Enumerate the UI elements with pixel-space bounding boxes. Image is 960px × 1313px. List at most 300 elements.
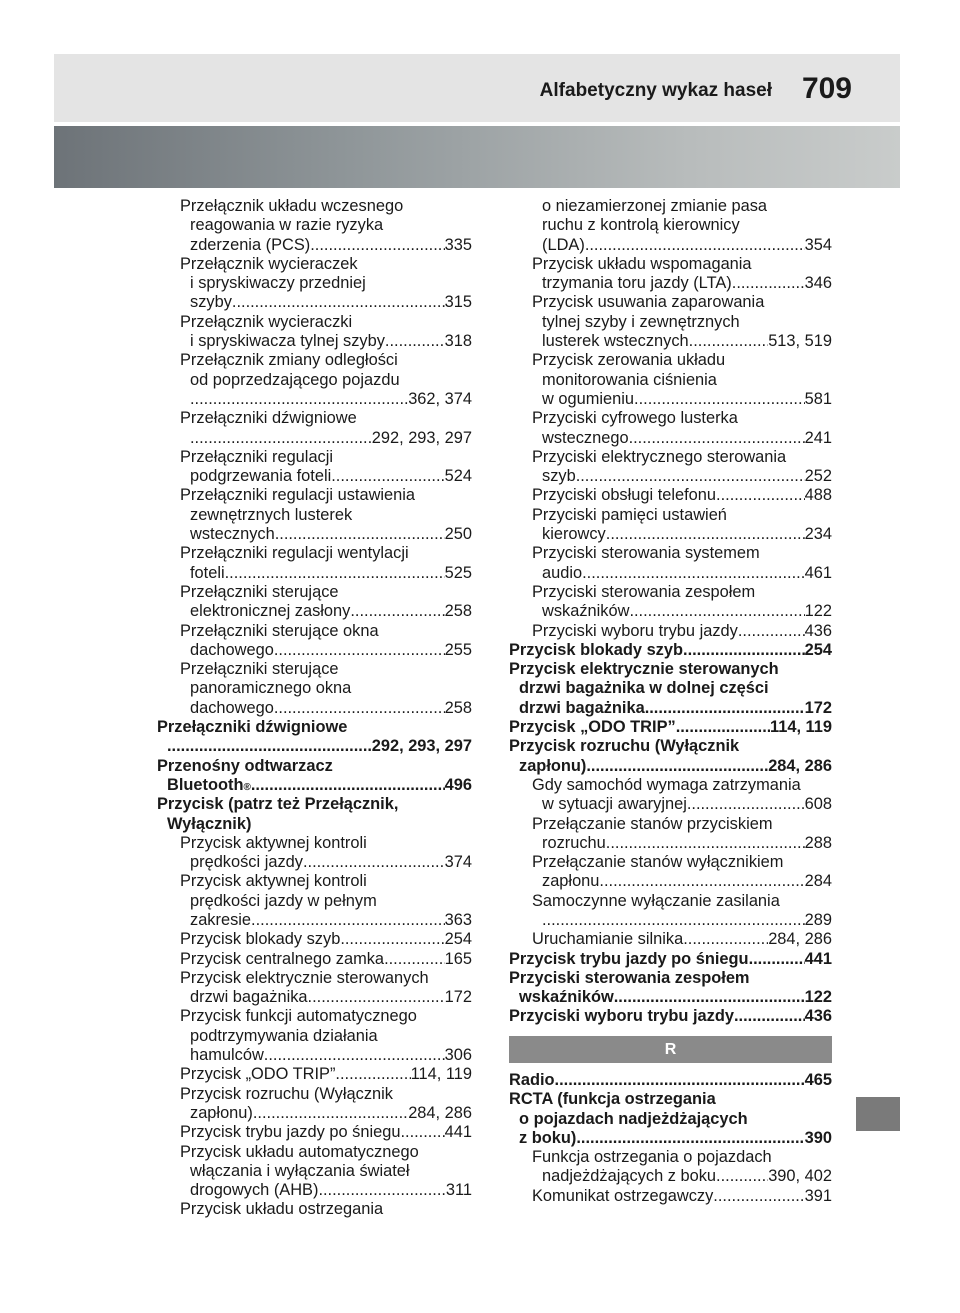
index-entry-line xyxy=(180,988,472,1007)
index-entry-term: zapłonu) xyxy=(519,756,587,775)
dot-leader xyxy=(716,1167,768,1186)
index-entry-term: Przycisk „ODO TRIP” xyxy=(180,1065,336,1084)
index-entry xyxy=(157,1065,472,1084)
index-entry-line xyxy=(180,1123,472,1142)
index-entry xyxy=(509,197,832,255)
index-entry-text: o niezamierzonej zmianie pasa xyxy=(542,197,768,215)
index-entry-text: Przełączniki dźwigniowe xyxy=(180,409,357,428)
dot-leader xyxy=(634,390,805,409)
index-entry-line xyxy=(180,641,472,660)
dot-leader xyxy=(167,737,372,756)
index-entry-text: Przyciski cyfrowego lusterka xyxy=(532,409,738,428)
index-entry-line xyxy=(180,1046,472,1065)
index-entry-text: włączania i wyłączania świateł xyxy=(190,1161,410,1180)
dot-leader xyxy=(606,834,805,853)
index-entry-text: Gdy samochód wymaga zatrzymania xyxy=(532,775,801,794)
dot-leader xyxy=(275,525,445,544)
dot-leader xyxy=(400,1123,444,1142)
index-entry-line xyxy=(509,641,832,660)
dot-leader xyxy=(190,429,372,448)
index-entry-term: Przycisk blokady szyb xyxy=(509,640,684,659)
index-entry-line xyxy=(509,1007,832,1026)
index-entry-term: foteli xyxy=(190,563,225,582)
index-entry xyxy=(157,255,472,313)
index-entry-term: Przycisk centralnego zamka xyxy=(180,949,385,968)
dot-leader xyxy=(713,1187,804,1206)
index-entry xyxy=(509,351,832,409)
page-header xyxy=(54,54,900,122)
dot-leader xyxy=(253,1104,408,1123)
index-entry-term: zakresie xyxy=(190,910,252,929)
index-entry-term: zapłonu xyxy=(542,872,600,891)
index-entry-term: wskaźników xyxy=(542,602,630,621)
dot-leader xyxy=(264,1046,445,1065)
index-entry-line xyxy=(180,293,472,312)
page-reference: 318 xyxy=(444,332,472,351)
index-entry xyxy=(509,1187,832,1206)
index-entry xyxy=(509,930,832,949)
index-entry-line xyxy=(532,834,832,853)
page-reference: 292, 293, 297 xyxy=(371,428,472,447)
index-entry-term: dachowego xyxy=(190,640,274,659)
index-entry-term: trzymania toru jazdy (LTA) xyxy=(542,274,732,293)
index-entry-text: Przycisk rozruchu (Wyłącznik xyxy=(180,1084,393,1103)
page-reference: 441 xyxy=(444,1123,472,1142)
index-entry-line xyxy=(532,236,832,255)
index-entry xyxy=(509,293,832,351)
index-entry-line xyxy=(532,429,832,448)
index-entry-term: dachowego xyxy=(190,698,274,717)
page-reference: 306 xyxy=(444,1046,472,1065)
page-reference: 436 xyxy=(804,1007,832,1026)
index-entry xyxy=(509,718,832,737)
index-entry xyxy=(157,351,472,409)
page-reference: 114, 119 xyxy=(770,718,832,737)
index-entry xyxy=(157,409,472,448)
index-entry-line xyxy=(180,390,472,409)
index-entry-text: Przełączniki sterujące xyxy=(180,582,339,601)
index-entry-text: reagowania w razie ryzyka xyxy=(190,216,384,235)
dot-leader xyxy=(676,718,770,737)
dot-leader xyxy=(384,950,445,969)
dot-leader xyxy=(687,795,805,814)
dot-leader xyxy=(303,853,445,872)
index-entry xyxy=(157,718,472,757)
index-entry-text: Przyciski sterowania zespołem xyxy=(509,968,750,987)
index-entry-text: Przełącznik wycieraczki xyxy=(180,312,353,331)
index-entry-line xyxy=(509,1071,832,1090)
index-entry-line xyxy=(509,699,832,718)
index-entry-line xyxy=(532,872,832,891)
page-reference: 436 xyxy=(804,621,832,640)
dot-leader xyxy=(335,1065,410,1084)
index-entry xyxy=(509,544,832,583)
index-entry-text: Funkcja ostrzegania o pojazdach xyxy=(532,1148,772,1167)
page-reference: 335 xyxy=(444,235,472,254)
page-reference: 284, 286 xyxy=(408,1103,472,1122)
page-reference: 165 xyxy=(444,949,472,968)
dot-leader xyxy=(716,486,805,505)
index-entry-term: Przycisk blokady szyb xyxy=(180,930,341,949)
dot-leader xyxy=(629,602,804,621)
page-reference: 461 xyxy=(804,563,832,582)
index-entry xyxy=(157,486,472,544)
index-entry-line xyxy=(180,429,472,448)
index-entry xyxy=(157,1123,472,1142)
index-entry-text: Przycisk zerowania układu xyxy=(532,351,726,370)
index-entry xyxy=(509,950,832,969)
index-entry-line xyxy=(532,795,832,814)
index-entry-term: kierowcy xyxy=(542,525,606,544)
index-entry-line xyxy=(509,718,832,737)
index-entry-text: Przełączniki sterujące xyxy=(180,660,339,679)
index-entry-line xyxy=(509,1129,832,1148)
index-entry-text: Przycisk układu automatycznego xyxy=(180,1142,419,1161)
page-reference: 284 xyxy=(804,872,832,891)
index-entry-text: o pojazdach nadjeżdżających xyxy=(519,1109,748,1128)
index-entry-term: drogowych (AHB) xyxy=(190,1181,319,1200)
index-entry-line xyxy=(180,467,472,486)
index-entry-term: szyb xyxy=(542,467,576,486)
dot-leader xyxy=(738,622,805,641)
page-reference: 254 xyxy=(444,930,472,949)
index-entry xyxy=(509,506,832,545)
index-entry-text: Przełącznik zmiany odległości xyxy=(180,351,398,370)
index-entry-term: w ogumieniu xyxy=(542,389,635,408)
index-entry-text: Przycisk układu ostrzegania xyxy=(180,1200,384,1219)
page-number: 709 xyxy=(801,72,852,105)
index-entry-line xyxy=(180,1181,472,1200)
index-entry-term: audio xyxy=(542,563,583,582)
dot-leader xyxy=(225,564,445,583)
dot-leader xyxy=(318,1181,445,1200)
index-entry-text: Przełączniki dźwigniowe xyxy=(157,718,348,737)
index-entry-text: Przycisk elektrycznie sterowanych xyxy=(180,968,429,987)
index-entry xyxy=(509,448,832,487)
index-entry-text: zewnętrznych lusterek xyxy=(190,505,353,524)
page-reference: 374 xyxy=(444,853,472,872)
index-entry-line xyxy=(532,274,832,293)
index-entry xyxy=(509,776,832,815)
index-entry-text: Przełączniki regulacji wentylacji xyxy=(180,544,409,563)
page-reference: 250 xyxy=(444,525,472,544)
index-entry xyxy=(157,950,472,969)
index-entry-line xyxy=(532,390,832,409)
dot-leader xyxy=(251,911,445,930)
index-entry xyxy=(509,641,832,660)
index-entry-text: Przycisk rozruchu (Wyłącznik xyxy=(509,737,740,756)
page-reference: 172 xyxy=(444,988,472,1007)
index-entry-text: Samoczynne wyłączanie zasilania xyxy=(532,891,780,910)
page-reference: 363 xyxy=(444,910,472,929)
index-entry xyxy=(509,1007,832,1026)
page-reference: 255 xyxy=(444,640,472,659)
index-entry-term: Uruchamianie silnika xyxy=(532,930,684,949)
index-entry xyxy=(157,1143,472,1201)
index-entry-text: Przyciski sterowania zespołem xyxy=(532,582,756,601)
index-entry-term: (LDA) xyxy=(542,235,585,254)
index-entry-text: panoramicznego okna xyxy=(190,679,352,698)
index-entry-term: elektronicznej zasłony xyxy=(190,602,351,621)
dot-leader xyxy=(645,699,805,718)
index-entry-text: Przełączniki regulacji ustawienia xyxy=(180,486,416,505)
index-entry-term: drzwi bagażnika xyxy=(519,698,645,717)
index-entry-line xyxy=(532,486,832,505)
index-entry-term: wskaźników xyxy=(519,988,614,1007)
index-entry-line xyxy=(532,911,832,930)
index-entry-line xyxy=(180,911,472,930)
dot-leader xyxy=(251,776,445,795)
index-entry-text: podtrzymywania działania xyxy=(190,1026,378,1045)
page-reference: 122 xyxy=(804,602,832,621)
index-entry-text: Przełączniki regulacji xyxy=(180,447,334,466)
index-entry-term: hamulców xyxy=(190,1046,264,1065)
dot-leader xyxy=(689,332,769,351)
index-entry xyxy=(509,486,832,505)
index-entry-text: Przyciski pamięci ustawień xyxy=(532,505,727,524)
index-entry-term: Przyciski wyboru trybu jazdy xyxy=(532,621,738,640)
index-entry xyxy=(509,622,832,641)
index-entry-line xyxy=(180,853,472,872)
dot-leader xyxy=(576,1129,804,1148)
index-entry-text: monitorowania ciśnienia xyxy=(542,370,717,389)
index-entry-term: rozruchu xyxy=(542,833,606,852)
index-entry-term: Komunikat ostrzegawczy xyxy=(532,1186,714,1205)
dot-leader xyxy=(683,930,768,949)
index-entry-line xyxy=(157,737,472,756)
index-entry-text: Przełączanie stanów wyłącznikiem xyxy=(532,853,784,872)
dot-leader xyxy=(582,564,805,583)
page-reference: 525 xyxy=(444,563,472,582)
page-reference: 315 xyxy=(444,293,472,312)
index-entry-line xyxy=(180,699,472,718)
index-entry-text: Przycisk (patrz też Przełącznik, xyxy=(157,795,399,814)
page-reference: 391 xyxy=(804,1186,832,1205)
page-reference: 390, 402 xyxy=(768,1167,832,1186)
index-entry-term: Przyciski wyboru trybu jazdy xyxy=(509,1007,734,1026)
page-reference: 513, 519 xyxy=(768,332,832,351)
index-entry xyxy=(509,853,832,892)
index-entry-term: Radio xyxy=(509,1071,555,1089)
index-entry-text: i spryskiwaczy przedniej xyxy=(190,274,366,293)
index-entry-term: z boku) xyxy=(519,1128,577,1147)
dot-leader xyxy=(232,293,445,312)
index-entry-text: Wyłącznik) xyxy=(167,814,252,833)
index-entry xyxy=(509,737,832,776)
index-entry-line xyxy=(532,564,832,583)
index-entry xyxy=(157,1200,472,1219)
page-reference: 254 xyxy=(804,640,832,659)
page-reference: 465 xyxy=(804,1071,832,1089)
index-entry-line xyxy=(532,930,832,949)
index-column-left xyxy=(157,197,472,1220)
index-entry-term: podgrzewania foteli xyxy=(190,467,332,486)
dot-leader xyxy=(576,467,805,486)
index-entry-term: i spryskiwacza tylnej szyby xyxy=(190,332,385,351)
index-entry-text: Przycisk aktywnej kontroli xyxy=(180,872,367,891)
page-reference: 258 xyxy=(444,602,472,621)
dot-leader xyxy=(599,872,804,891)
dot-leader xyxy=(308,988,445,1007)
index-entry xyxy=(157,757,472,796)
index-entry xyxy=(157,313,472,352)
index-entry-text: Przełączanie stanów przyciskiem xyxy=(532,814,773,833)
dot-leader xyxy=(629,429,805,448)
dot-leader xyxy=(586,757,768,776)
index-entry-text: Przyciski sterowania systemem xyxy=(532,544,760,563)
dot-leader xyxy=(310,236,444,255)
page-reference: 441 xyxy=(804,949,832,968)
page-reference: 289 xyxy=(804,910,832,929)
index-entry-term: zapłonu) xyxy=(190,1103,253,1122)
index-entry-text: Przyciski elektrycznego sterowania xyxy=(532,447,787,466)
index-entry xyxy=(509,815,832,854)
index-entry-term: Przycisk „ODO TRIP” xyxy=(509,718,676,737)
index-entry-text: Przełącznik wycieraczek xyxy=(180,254,358,273)
index-entry-line xyxy=(180,564,472,583)
index-entry xyxy=(509,969,832,1008)
dot-leader xyxy=(350,602,444,621)
page-reference: 284, 286 xyxy=(768,930,832,949)
index-entry-term: lusterek wstecznych xyxy=(542,332,689,351)
page-reference: 284, 286 xyxy=(768,756,832,775)
index-entry xyxy=(157,197,472,255)
index-entry-line: Bluetooth ® ..... 496 xyxy=(157,776,472,795)
index-entry xyxy=(509,409,832,448)
index-entry xyxy=(509,1071,832,1090)
index-entry-text: Przycisk elektrycznie sterowanych xyxy=(509,660,779,679)
index-entry-term: w sytuacji awaryjnej xyxy=(542,795,687,814)
index-entry-text: Przenośny odtwarzacz xyxy=(157,756,333,775)
index-column-right xyxy=(509,197,832,1027)
index-entry-term: drzwi bagażnika xyxy=(190,988,308,1007)
dot-leader xyxy=(749,950,805,969)
index-entry xyxy=(509,1090,832,1148)
index-entry-line xyxy=(180,1104,472,1123)
index-entry-line xyxy=(180,602,472,621)
page-reference: 524 xyxy=(444,467,472,486)
index-entry-text: ruchu z kontrolą kierownicy xyxy=(542,216,740,235)
index-entry xyxy=(157,1085,472,1124)
index-entry-text: RCTA (funkcja ostrzegania xyxy=(509,1090,716,1109)
page-reference: 288 xyxy=(804,833,832,852)
index-entry-text: Przycisk funkcji automatycznego xyxy=(180,1007,417,1026)
index-entry-term: szyby xyxy=(190,293,232,312)
dot-leader xyxy=(555,1071,805,1090)
page-reference: 581 xyxy=(804,389,832,408)
page-reference: 234 xyxy=(804,525,832,544)
dot-leader xyxy=(542,911,805,930)
index-entry xyxy=(157,969,472,1008)
index-entry-line xyxy=(532,525,832,544)
dot-leader xyxy=(385,332,445,351)
page-reference: 608 xyxy=(804,795,832,814)
index-entry-text: od poprzedzającego pojazdu xyxy=(190,370,400,389)
dot-leader xyxy=(732,274,805,293)
index-entry-term: Przyciski obsługi telefonu xyxy=(532,486,717,505)
index-entry-line xyxy=(532,602,832,621)
page-reference: 252 xyxy=(804,467,832,486)
index-entry-term: Przycisk trybu jazdy po śniegu xyxy=(509,949,749,968)
index-entry xyxy=(157,834,472,873)
page-reference: 354 xyxy=(804,235,832,254)
index-entry-term: prędkości jazdy xyxy=(190,853,303,872)
index-entry xyxy=(157,1007,472,1065)
page-reference: 488 xyxy=(804,486,832,505)
page-reference: 258 xyxy=(444,698,472,717)
index-entry-text: Przełączniki sterujące okna xyxy=(180,621,379,640)
page-reference: 311 xyxy=(445,1181,472,1200)
page-reference: 362, 374 xyxy=(408,389,472,408)
dot-leader xyxy=(614,988,805,1007)
index-entry-term: Bluetooth xyxy=(167,775,244,794)
index-entry-term: Przycisk trybu jazdy po śniegu xyxy=(180,1123,401,1142)
index-entry-line xyxy=(509,988,832,1007)
index-entry xyxy=(157,448,472,487)
dot-leader xyxy=(331,467,444,486)
chapter-thumb-tab xyxy=(856,1097,900,1131)
index-entry xyxy=(509,255,832,294)
page-reference: 292, 293, 297 xyxy=(371,737,472,756)
index-entry-line xyxy=(180,525,472,544)
index-entry-line xyxy=(532,467,832,486)
page-reference: 496 xyxy=(444,775,472,794)
index-entry-term: nadjeżdżających z boku xyxy=(542,1167,717,1186)
index-entry xyxy=(157,930,472,949)
section-letter-bar: R xyxy=(509,1036,832,1063)
index-entry-line xyxy=(180,950,472,969)
dot-leader xyxy=(734,1007,805,1026)
index-entry-text: tylnej szyby i zewnętrznych xyxy=(542,312,740,331)
index-entry-line xyxy=(532,1167,832,1186)
index-entry xyxy=(157,622,472,661)
index-entry-line xyxy=(532,1187,832,1206)
index-entry-term: zderzenia (PCS) xyxy=(190,235,311,254)
index-entry-text: prędkości jazdy w pełnym xyxy=(190,891,377,910)
header-title: Alfabetyczny wykaz haseł xyxy=(539,80,772,101)
dot-leader xyxy=(606,525,805,544)
index-entry xyxy=(157,660,472,718)
section-banner xyxy=(54,126,900,188)
index-entry xyxy=(157,795,472,834)
dot-leader xyxy=(340,930,444,949)
index-entry-text: Przycisk aktywnej kontroli xyxy=(180,833,367,852)
index-entry xyxy=(157,872,472,930)
page-reference: 390 xyxy=(804,1128,832,1147)
index-entry-line xyxy=(180,930,472,949)
page-reference: 114, 119 xyxy=(410,1065,472,1084)
index-entry-line xyxy=(532,332,832,351)
index-entry xyxy=(509,1148,832,1187)
index-entry-line xyxy=(180,332,472,351)
dot-leader xyxy=(585,236,805,255)
index-entry-line xyxy=(509,757,832,776)
page-reference: 241 xyxy=(804,428,832,447)
index-entry-text: drzwi bagażnika w dolnej części xyxy=(519,679,769,698)
index-entry xyxy=(157,544,472,583)
index-entry xyxy=(509,660,832,718)
index-entry-line xyxy=(180,1065,472,1084)
index-entry-term: wstecznych xyxy=(190,525,275,544)
dot-leader xyxy=(190,390,408,409)
page-reference: 172 xyxy=(804,698,832,717)
index-column-right-r xyxy=(509,1071,832,1206)
page-reference: 346 xyxy=(804,274,832,293)
index-entry-line xyxy=(532,622,832,641)
index-entry-line xyxy=(180,236,472,255)
index-entry xyxy=(509,583,832,622)
index-entry-text: Przycisk usuwania zaparowania xyxy=(532,293,765,312)
